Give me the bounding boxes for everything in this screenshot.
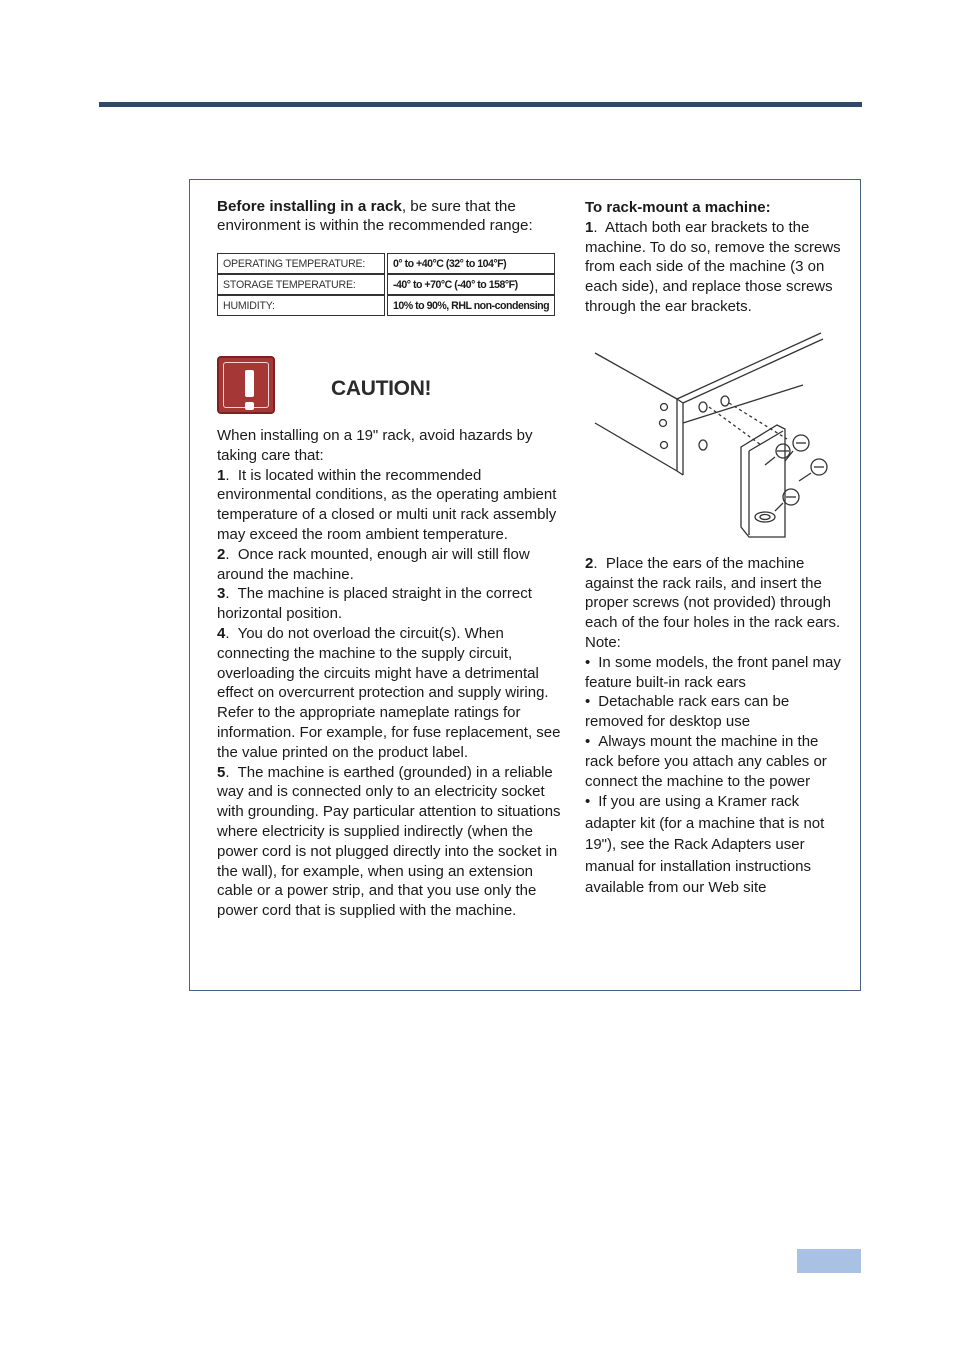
table-row [217, 295, 555, 316]
page-number-tab [797, 1249, 861, 1273]
env-label: OPERATING TEMPERATURE: [217, 253, 385, 274]
left-column [217, 198, 569, 921]
item-number: 2 [217, 545, 226, 563]
environment-intro [217, 198, 569, 235]
env-label: STORAGE TEMPERATURE: [217, 274, 385, 295]
environment-intro-bold: Before installing in a rack [217, 198, 402, 215]
environment-intro-text: , be sure that the environment is within the recommended range: [217, 198, 533, 234]
env-value: 0° to +40°C (32° to 104°F) [387, 253, 555, 274]
item-number: 5 [217, 763, 226, 781]
item-text: The machine is earthed (grounded) in a reliable way and is connected only to an electricity socket with grounding. Pay particular attention to situations where electricity is supplied indirectly (when the power cord is not plugged directly into the socket in the wall), for example, when using an extension cable or a power strip, and that you use only the power cord that is supplied with the machine. [217, 763, 561, 920]
mount-title: To rack-mount a machine: [585, 199, 771, 216]
env-value: 10% to 90%, RHL non-condensing [387, 295, 555, 316]
right-column [585, 198, 843, 899]
mount-step-2: 2. Place the ears of the machine against the rack rails, and insert the proper screws (not provided) through each of the four holes in the rack ears. [585, 554, 841, 632]
item-text: It is located within the recommended environmental conditions, as the operating ambient temperature of a closed or multi unit rack assembly may exceed the room ambient temperature. [217, 466, 557, 543]
caution-header [217, 356, 569, 416]
step-number: 2 [585, 554, 594, 572]
item-number: 4 [217, 624, 226, 642]
rack-ear-illustration [591, 327, 837, 549]
note-item: • Always mount the machine in the rack before you attach any cables or connect the machine to the power [585, 732, 843, 791]
note-item: • Detachable rack ears can be removed for desktop use [585, 692, 843, 732]
list-item: 2. Once rack mounted, enough air will still flow around the machine. [217, 545, 530, 583]
step-text: Attach both ear brackets to the machine. To do so, remove the screws from each side of the machine (3 on each side), and replace those screws through the ear brackets. [585, 218, 841, 315]
list-item: 3. The machine is placed straight in the correct horizontal position. [217, 585, 532, 623]
caution-title: CAUTION! [331, 377, 432, 400]
mount-step-1: 1. Attach both ear brackets to the machine. To do so, remove the screws from each side of the machine (3 on each side), and replace those screws through the ear brackets. [585, 218, 841, 315]
caution-intro: When installing on a 19" rack, avoid hazards by taking care that: [217, 427, 533, 464]
item-number: 1 [217, 466, 226, 484]
caution-exclamation-icon [217, 356, 275, 414]
environment-table [215, 253, 557, 316]
table-row [217, 274, 555, 295]
env-label: HUMIDITY: [217, 295, 385, 316]
list-item: 4. You do not overload the circuit(s). When connecting the machine to the supply circuit, overloading the circuits might have a detrimental effect on overcurrent protection and supply wiring. Refer to the appropriate nameplate ratings for information. For example, for fuse replacement, see the value printed on the product label. [217, 624, 561, 761]
env-value: -40° to +70°C (-40° to 158°F) [387, 274, 555, 295]
step-text: Place the ears of the machine against the rack rails, and insert the proper screws (not provided) through each of the four holes in the rack ears. [585, 554, 841, 632]
item-text: The machine is placed straight in the correct horizontal position. [217, 585, 532, 623]
list-item: 5. The machine is earthed (grounded) in a reliable way and is connected only to an electricity socket with grounding. Pay particular attention to situations where electricity is supplied indirectly (when the power cord is not plugged directly into the socket in the wall), for example, when using an extension cable or a power strip, and that you use only the power cord that is supplied with the machine. [217, 763, 561, 920]
header-rule [99, 102, 862, 107]
note-item: • In some models, the front panel may feature built-in rack ears [585, 653, 843, 693]
note-label: Note: [585, 633, 621, 651]
step-number: 1 [585, 218, 594, 236]
item-text: You do not overload the circuit(s). When connecting the machine to the supply circuit, overloading the circuits might have a detrimental effect on overcurrent protection and supply wiring. Refer to the appropriate nameplate ratings for information. For example, for fuse replacement, see the value printed on the product label. [217, 624, 561, 761]
note-item: • If you are using a Kramer rack adapter kit (for a machine that is not 19"), see the Rack Adapters user manual for installation instructions available from our Web site [585, 791, 843, 899]
table-row [217, 253, 555, 274]
item-text: Once rack mounted, enough air will still flow around the machine. [217, 545, 530, 583]
item-number: 3 [217, 585, 226, 603]
caution-list [217, 426, 569, 921]
list-item: 1. It is located within the recommended environmental conditions, as the operating ambient temperature of a closed or multi unit rack assembly may exceed the room ambient temperature. [217, 466, 557, 543]
